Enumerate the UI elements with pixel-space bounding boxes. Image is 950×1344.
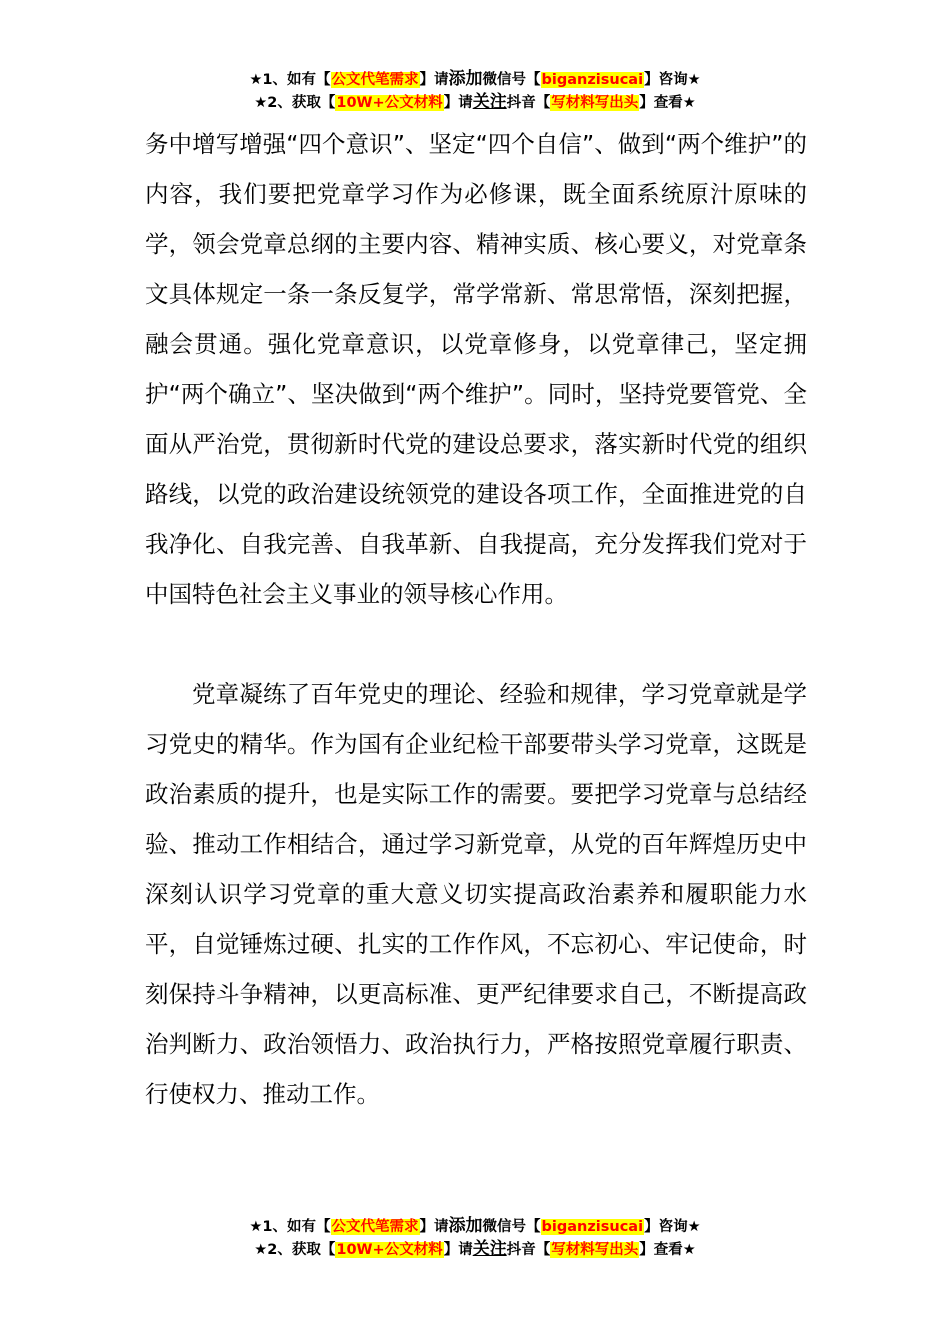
banner-text: ★2、获取【 — [254, 1242, 336, 1258]
highlight-service: 公文代笔需求 — [331, 1219, 419, 1235]
highlight-materials: 10W+公文材料 — [336, 1242, 443, 1258]
body-paragraph-1: 务中增写增强“四个意识”、坚定“四个自信”、做到“两个维护”的内容，我们要把党章学习作为必修课，既全面系统原汁原味的学，领会党章总纲的主要内容、精神实质、核心要义，对党章条文具体规定一条一条反复学，常学常新、常思常悟，深刻把握，融会贯通。强化党章意识，以党章修身，以党章律己，坚定拥护“两个确立”、坚决做到“两个维护”。同时，坚持党要管党、全面从严治党，贯彻新时代党的建设总要求，落实新时代党的组织路线，以党的政治建设统领党的建设各项工作，全面推进党的自我净化、自我完善、自我革新、自我提高，充分发挥我们党对于中国特色社会主义事业的领导核心作用。 — [145, 130, 807, 608]
banner-text: ★1、如有【 — [249, 1219, 331, 1235]
banner-text: 微信号【 — [482, 72, 541, 88]
banner-line-2 — [0, 91, 950, 114]
footer-banner — [0, 1215, 950, 1261]
banner-text: 】请 — [443, 95, 473, 111]
highlight-wechat-id: biganzisucai — [541, 1219, 644, 1235]
banner-line-2 — [0, 1238, 950, 1261]
banner-text-emphasis: 关注 — [472, 1239, 507, 1259]
banner-text: 】咨询★ — [644, 72, 701, 88]
banner-text: 】查看★ — [639, 95, 696, 111]
banner-text: ★1、如有【 — [249, 72, 331, 88]
highlight-wechat-id: biganzisucai — [541, 72, 644, 88]
banner-text: 抖音【 — [506, 95, 551, 111]
banner-text: 抖音【 — [506, 1242, 551, 1258]
banner-text-emphasis: 添加 — [448, 69, 483, 89]
banner-line-1 — [0, 68, 950, 91]
body-paragraph-2: 党章凝练了百年党史的理论、经验和规律，学习党章就是学习党史的精华。作为国有企业纪检干部要带头学习党章，这既是政治素质的提升，也是实际工作的需要。要把学习党章与总结经验、推动工作相结合，通过学习新党章，从党的百年辉煌历史中深刻认识学习党章的重大意义切实提高政治素养和履职能力水平，自觉锤炼过硬、扎实的工作作风，不忘初心、牢记使命，时刻保持斗争精神，以更高标准、更严纪律要求自己，不断提高政治判断力、政治领悟力、政治执行力，严格按照党章履行职责、行使权力、推动工作。 — [145, 680, 807, 1108]
banner-text: 】请 — [419, 1219, 449, 1235]
highlight-douyin: 写材料写出头 — [551, 1242, 639, 1258]
banner-line-1 — [0, 1215, 950, 1238]
banner-text: 】咨询★ — [644, 1219, 701, 1235]
document-body — [145, 119, 807, 1119]
banner-text-emphasis: 添加 — [448, 1216, 483, 1236]
highlight-service: 公文代笔需求 — [331, 72, 419, 88]
banner-text: 】查看★ — [639, 1242, 696, 1258]
banner-text: 微信号【 — [482, 1219, 541, 1235]
banner-text: 】请 — [443, 1242, 473, 1258]
header-banner — [0, 68, 950, 114]
banner-text: 】请 — [419, 72, 449, 88]
banner-text-emphasis: 关注 — [472, 92, 507, 112]
highlight-douyin: 写材料写出头 — [551, 95, 639, 111]
banner-text: ★2、获取【 — [254, 95, 336, 111]
highlight-materials: 10W+公文材料 — [336, 95, 443, 111]
